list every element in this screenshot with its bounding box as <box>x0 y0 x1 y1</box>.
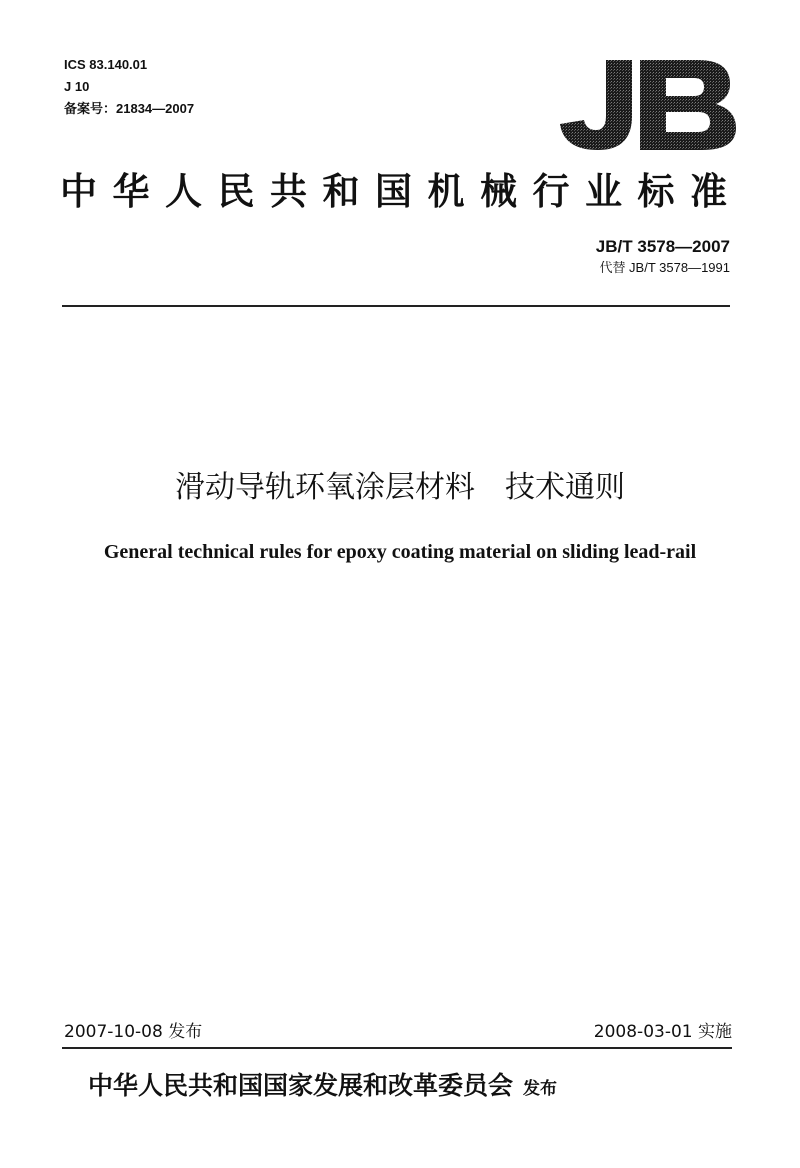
implementation-date: 2008-03-01 实施 <box>593 1022 732 1042</box>
header-divider <box>62 305 730 307</box>
standard-number: JB/T 3578—2007 <box>595 237 730 256</box>
replaces-standard: 代替 JB/T 3578—1991 <box>599 260 730 275</box>
issuing-authority <box>88 1068 557 1107</box>
document-title-english: General technical rules for epoxy coating material on sliding lead-rail <box>103 541 697 563</box>
jb-logo <box>548 54 748 154</box>
issue-date: 2007-10-08 发布 <box>64 1022 203 1042</box>
document-title-chinese: 滑动导轨环氧涂层材料 技术通则 <box>175 470 625 505</box>
issuer-verb: 发布 <box>523 1079 558 1099</box>
registration-number: 备案号：21834—2007 <box>64 101 195 116</box>
issuer-name: 中华人民共和国国家发展和改革委员会 <box>88 1071 514 1100</box>
industry-standard-title: 中华人民共和国机械行业标准 <box>60 170 743 213</box>
footer-divider <box>62 1047 732 1049</box>
ics-code: ICS 83.140.01 <box>64 57 148 72</box>
logo-letter-b <box>640 60 736 150</box>
clc-code: J 10 <box>64 79 90 94</box>
logo-letter-j <box>560 60 632 150</box>
